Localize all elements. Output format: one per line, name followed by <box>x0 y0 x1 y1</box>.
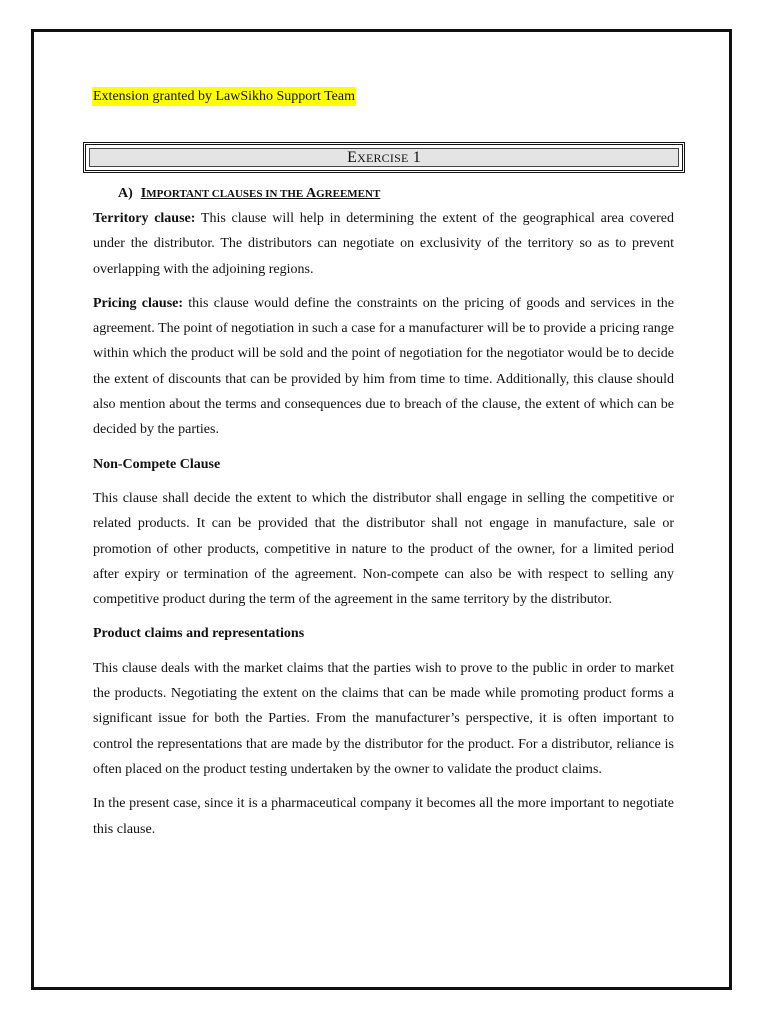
exercise-title-rest: XERCISE <box>357 150 409 165</box>
territory-clause-text: This clause will help in determining the extent of the geographical area covered under the distributor. The distributors can negotiate on exclusivity of the territory so as to prevent overlapping with the adjoining regions. <box>93 211 674 277</box>
document-body <box>93 206 674 842</box>
heading-part: MPORTANT CLAUSES IN THE <box>146 188 306 200</box>
extension-note: Extension granted by LawSikho Support Team <box>93 89 356 104</box>
exercise-title-shading <box>89 148 679 167</box>
exercise-title <box>347 149 421 167</box>
non-compete-paragraph: This clause shall decide the extent to which the distributor shall engage in selling the competitive or related products. It can be provided that the distributor shall not engage in manufacture, sale or promotion of other products, competitive in nature to the product of the owner, for a limited period after expiry or termination of the agreement. Non-compete can also be with respect to selling any competitive product during the term of the agreement in the same territory by the distributor. <box>93 490 674 608</box>
section-marker: A) <box>118 186 133 201</box>
territory-clause-label: Territory clause: <box>93 211 196 226</box>
territory-clause-paragraph <box>93 206 674 282</box>
heading-part: GREEMENT <box>316 188 381 200</box>
section-heading <box>118 186 380 202</box>
pricing-clause-text: this clause would define the constraints on the pricing of goods and services in the agreement. The point of negotiation in such a case for a manufacturer will be to provide a pricing range within which the product will be sold and the point of negotiation for the negotiator would be to decide the extent of discounts that can be provided by him from time to time. Additionally, this clause should also mention about the terms and consequences due to breach of the clause, the extent of which can be decided by the parties. <box>93 295 674 438</box>
product-claims-paragraph: This clause deals with the market claims that the parties wish to prove to the public in order to market the products. Negotiating the extent on the claims that can be made while promoting product forms a significant issue for both the Parties. From the manufacturer’s perspective, it is often important to control the representations that are made by the distributor for the product. For a distributor, reliance is often placed on the product testing undertaken by the owner to validate the product claims. <box>93 660 674 777</box>
heading-part: I <box>140 186 147 201</box>
exercise-title-number: 1 <box>412 148 421 166</box>
exercise-title-initial: E <box>347 148 358 166</box>
section-heading-text <box>141 186 381 201</box>
present-case-paragraph: In the present case, since it is a pharmaceutical company it becomes all the more important to negotiate this clause. <box>93 796 674 837</box>
exercise-title-box <box>83 142 685 173</box>
product-claims-heading: Product claims and representations <box>93 626 305 642</box>
non-compete-heading: Non-Compete Clause <box>93 456 221 472</box>
pricing-clause-paragraph <box>93 291 674 443</box>
pricing-clause-label: Pricing clause: <box>93 295 184 311</box>
heading-part: A <box>306 186 317 201</box>
